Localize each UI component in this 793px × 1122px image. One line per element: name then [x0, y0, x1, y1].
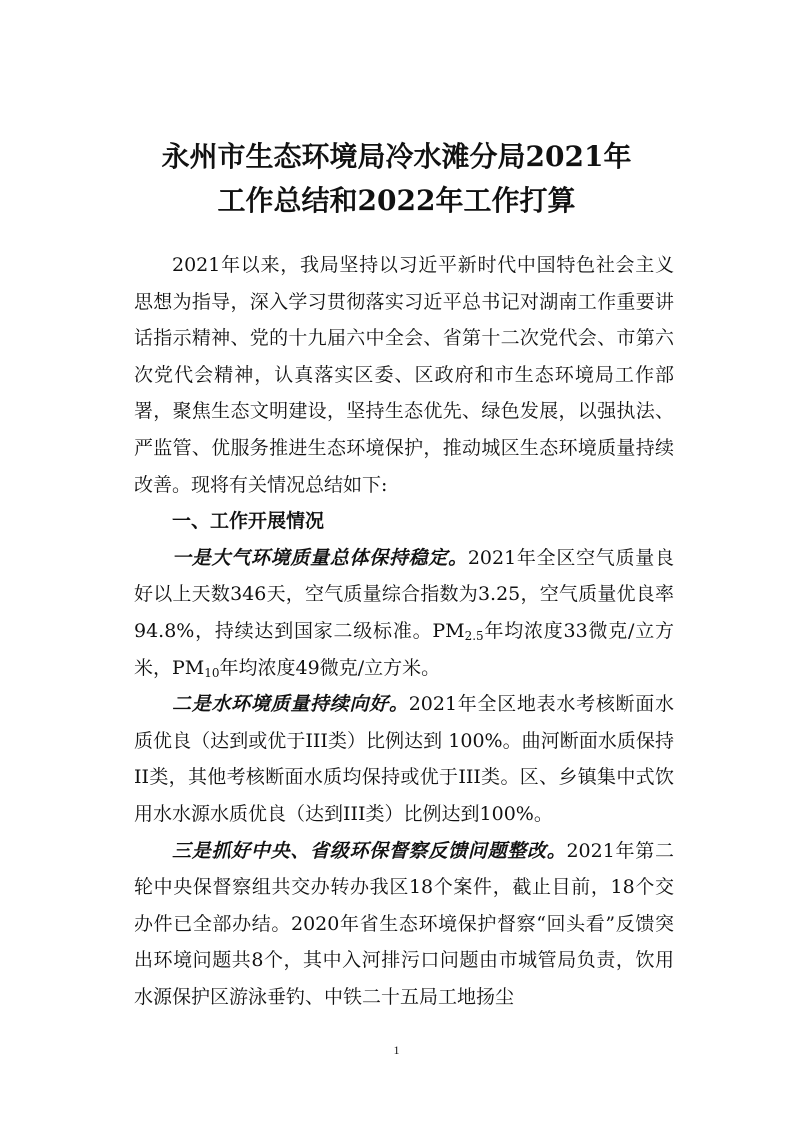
item-1-paragraph [134, 540, 674, 686]
item-2-lead: 二是水环境质量持续向好。 [172, 693, 409, 716]
pm25-subscript: 2.5 [464, 628, 484, 643]
document-title-line-1: 永州市生态环境局冷水滩分局2021年 [161, 140, 632, 173]
pm10-subscript: 10 [204, 665, 220, 680]
document-body [134, 247, 674, 1015]
section-heading: 一、工作开展情况 [172, 510, 325, 533]
item-1-text-c: 年均浓度49微克/立方米。 [219, 656, 441, 679]
item-3-lead: 三是抓好中央、省级环保督察反馈问题整改。 [172, 839, 567, 862]
intro-paragraph: 2021年以来，我局坚持以习近平新时代中国特色社会主义思想为指导，深入学习贯彻落实习近平总书记对湖南工作重要讲话指示精神、党的十九届六中全会、省第十二次党代会、市第六次党代会精神，认真落实区委、区政府和市生态环境局工作部署，聚焦生态文明建设，坚持生态优先、绿色发展，以强执法、严监管、优服务推进生态环境保护，推动城区生态环境质量持续改善。现将有关情况总结如下: [134, 254, 674, 496]
item-1-text-b: 年均浓度33微克/立方米，PM [134, 619, 674, 679]
item-2-paragraph [134, 686, 674, 832]
item-3-text: 2021年第二轮中央保督察组共交办转办我区18个案件，截止目前，18个交办件已全部办结。2020年省生态环境保护督察“回头看”反馈突出环境问题共8个，其中入河排污口问题由市城管局负责，饮用水源保护区游泳垂钓、中铁二十五局工地扬尘 [134, 839, 674, 1008]
item-1-text-a: 2021年全区空气质量良好以上天数346天，空气质量综合指数为3.25，空气质量优良率94.8%，持续达到国家二级标准。PM [134, 546, 674, 642]
page-number: 1 [393, 1043, 400, 1057]
item-2-text: 2021年全区地表水考核断面水质优良（达到或优于III类）比例达到 100%。曲河断面水质保持II类，其他考核断面水质均保持或优于III类。区、乡镇集中式饮用水水源水质优良（达到III类）比例达到100%。 [134, 693, 674, 825]
item-1-lead: 一是大气环境质量总体保持稳定。 [172, 546, 468, 569]
document-title-line-2: 工作总结和2022年工作打算 [217, 184, 576, 217]
item-3-paragraph [134, 833, 674, 1016]
